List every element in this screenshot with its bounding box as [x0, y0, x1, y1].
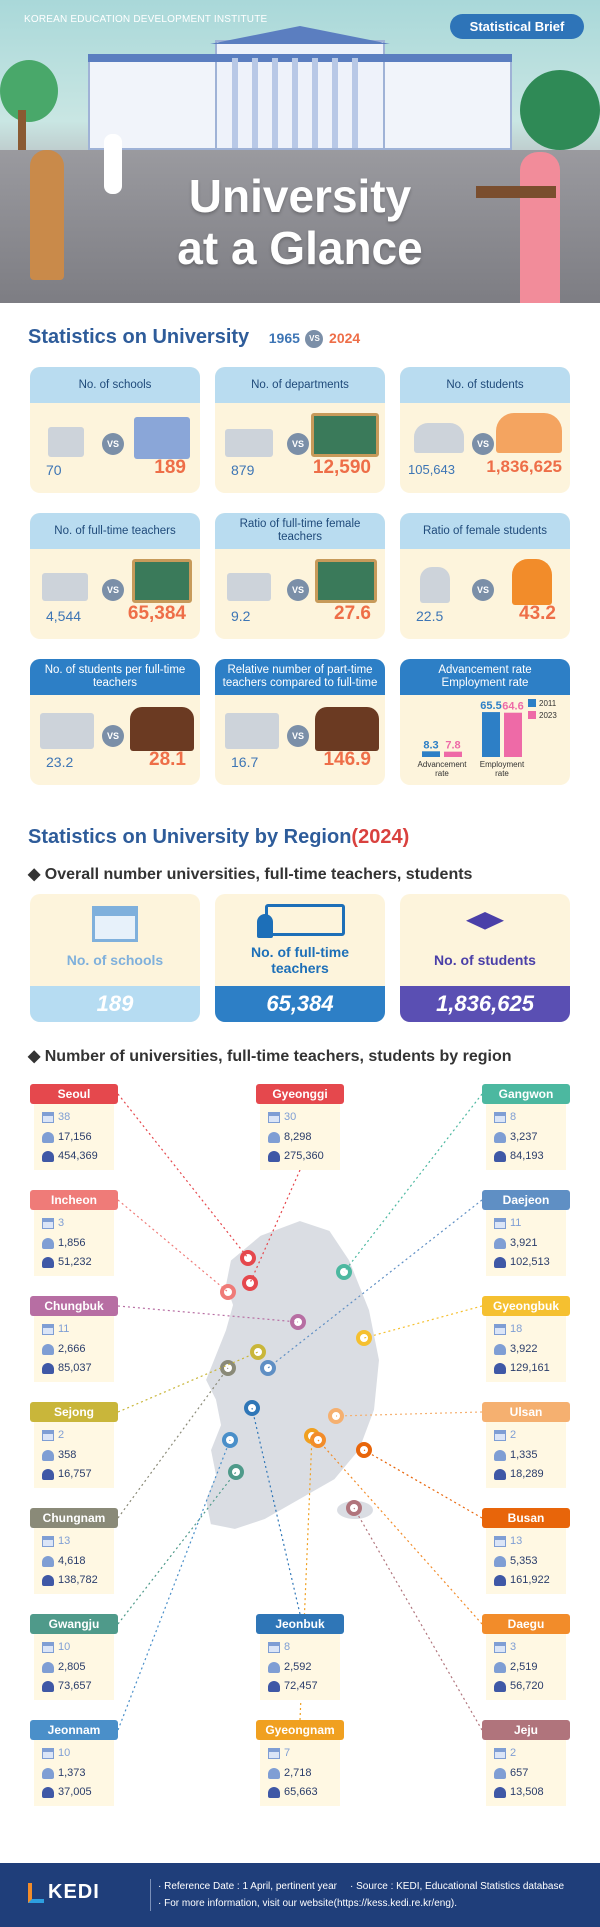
bar-value-label: 65.5 — [480, 700, 502, 713]
region-teachers: 657 — [510, 1767, 529, 1779]
school-icon-2024 — [134, 417, 190, 459]
region-teachers: 2,666 — [58, 1343, 86, 1355]
region-teachers: 1,856 — [58, 1237, 86, 1249]
school-icon — [42, 1112, 54, 1123]
vs-badge: VS — [102, 725, 124, 747]
region-stats — [34, 1316, 114, 1382]
title-line-1: University — [188, 170, 412, 222]
region-year: (2024) — [351, 826, 410, 848]
region-stats — [260, 1104, 340, 1170]
teacher-icon — [268, 1132, 280, 1143]
advancement-employment-chart — [400, 695, 570, 785]
region-students: 18,289 — [510, 1468, 544, 1480]
legend-label: 2023 — [539, 711, 557, 720]
student-icon — [42, 1469, 54, 1480]
region-teachers: 1,373 — [58, 1767, 86, 1779]
teacher-icon — [494, 1238, 506, 1249]
student-icon — [494, 1257, 506, 1268]
teacher-icon — [494, 1768, 506, 1779]
region-students: 85,037 — [58, 1362, 92, 1374]
card-label: Ratio of female students — [400, 513, 570, 549]
value-1965: 105,643 — [408, 462, 455, 477]
footer-ref: · Reference Date : 1 April, pertinent year — [158, 1881, 337, 1892]
region-stats — [260, 1634, 340, 1700]
region-schools: 11 — [510, 1217, 522, 1229]
vs-badge: VS — [472, 433, 494, 455]
school-icon — [268, 1642, 280, 1653]
map-dot-gyeongbuk — [358, 1332, 370, 1344]
region-name: Chungnam — [30, 1508, 118, 1528]
region-teachers: 3,922 — [510, 1343, 538, 1355]
category-label: rate — [495, 769, 509, 778]
region-card-chungnam — [30, 1508, 118, 1594]
region-name: Chungbuk — [30, 1296, 118, 1316]
value-2024: 65,384 — [127, 603, 186, 624]
region-students: 37,005 — [58, 1786, 92, 1798]
region-name: Jeju — [482, 1720, 570, 1740]
student-icon — [42, 1681, 54, 1692]
region-schools: 7 — [284, 1747, 291, 1759]
region-card-daegu — [482, 1614, 570, 1700]
region-stats — [486, 1210, 566, 1276]
region-students: 13,508 — [510, 1786, 544, 1798]
region-stats — [486, 1316, 566, 1382]
teacher-icon — [42, 1132, 54, 1143]
pillar — [312, 58, 318, 148]
pillar — [352, 58, 358, 148]
school-icon — [494, 1642, 506, 1653]
stat-card-fulltime-teachers — [30, 513, 200, 639]
school-icon — [494, 1536, 506, 1547]
tree-right — [520, 70, 600, 150]
teacher-icon-2024 — [132, 559, 192, 603]
region-card-jeju — [482, 1720, 570, 1806]
school-icon-1965 — [48, 427, 84, 457]
tree-trunk — [18, 110, 26, 150]
student-icon — [494, 1575, 506, 1586]
students-icon-2024 — [496, 413, 562, 453]
student-icon — [494, 1681, 506, 1692]
value-1965: 879 — [231, 462, 255, 478]
overall-value: 189 — [30, 986, 200, 1022]
pillar — [272, 58, 278, 148]
bar-2011-0 — [422, 751, 440, 757]
stat-card-students — [400, 367, 570, 493]
pillar — [332, 58, 338, 148]
student-icon — [494, 1151, 506, 1162]
region-card-gwangju — [30, 1614, 118, 1700]
vs-badge: VS — [287, 433, 309, 455]
footer-source: · Source : KEDI, Educational Statistics database — [350, 1881, 564, 1892]
region-schools: 8 — [284, 1641, 291, 1653]
footer — [0, 1863, 600, 1927]
students-icon-1965 — [414, 423, 464, 453]
bar-2023-0 — [444, 752, 462, 757]
teacher-icon — [494, 1556, 506, 1567]
value-1965: 4,544 — [46, 608, 82, 624]
region-students: 16,757 — [58, 1468, 92, 1480]
student-icon — [268, 1787, 280, 1798]
region-schools: 8 — [510, 1111, 517, 1123]
student-icon — [42, 1151, 54, 1162]
section-title-text: Statistics on University — [28, 326, 250, 348]
bar-value-label: 8.3 — [423, 739, 439, 752]
region-card-seoul — [30, 1084, 118, 1170]
title-line-2: at a Glance — [177, 222, 423, 274]
school-building-icon — [92, 906, 138, 942]
card-label — [400, 659, 570, 695]
region-teachers: 358 — [58, 1449, 77, 1461]
institute-name: KOREAN EDUCATION DEVELOPMENT INSTITUTE — [24, 14, 268, 25]
region-stats — [260, 1740, 340, 1806]
student-icon — [494, 1363, 506, 1374]
student-icon — [494, 1787, 506, 1798]
pillar — [232, 58, 238, 148]
overall-teachers-card — [215, 894, 385, 1022]
pillar — [252, 58, 258, 148]
school-icon — [494, 1748, 506, 1759]
leader-line-busan — [364, 1450, 482, 1518]
overall-students-card — [400, 894, 570, 1022]
school-icon — [494, 1112, 506, 1123]
region-name: Gwangju — [30, 1614, 118, 1634]
value-1965: 70 — [46, 462, 62, 478]
bar-value-label: 7.8 — [445, 739, 461, 752]
teacher-icon — [494, 1662, 506, 1673]
region-teachers: 4,618 — [58, 1555, 86, 1567]
leader-line-incheon — [118, 1200, 228, 1292]
value-2024: 12,590 — [312, 457, 371, 478]
region-schools: 38 — [58, 1111, 71, 1123]
card-label: No. of students per full-time teachers — [30, 659, 200, 695]
graduation-cap-icon — [466, 912, 504, 934]
region-card-ulsan — [482, 1402, 570, 1488]
year-from: 1965 — [268, 330, 300, 346]
category-label: rate — [435, 769, 449, 778]
stat-card-female-teachers — [215, 513, 385, 639]
student-icon — [42, 1575, 54, 1586]
region-card-chungbuk — [30, 1296, 118, 1382]
teacher-icon — [494, 1344, 506, 1355]
bar-2011-1 — [482, 712, 500, 757]
region-students: 129,161 — [510, 1362, 550, 1374]
region-stats — [34, 1528, 114, 1594]
logo-text: KEDI — [48, 1881, 100, 1903]
school-icon — [42, 1536, 54, 1547]
bullet-overall: ◆ Overall number universities, full-time teachers, students — [28, 866, 473, 883]
region-stats — [486, 1740, 566, 1806]
classroom-icon-2024 — [315, 707, 379, 751]
region-teachers: 3,237 — [510, 1131, 538, 1143]
region-schools: 13 — [58, 1535, 71, 1547]
female-student-icon-1965 — [420, 567, 450, 603]
kedi-logo — [28, 1879, 124, 1911]
school-icon — [42, 1218, 54, 1229]
value-2024: 1,836,625 — [486, 457, 562, 476]
vs-badge: VS — [287, 725, 309, 747]
school-icon — [268, 1748, 280, 1759]
region-teachers: 17,156 — [58, 1131, 92, 1143]
region-teachers: 3,921 — [510, 1237, 538, 1249]
school-icon — [42, 1642, 54, 1653]
teacher-icon — [268, 1662, 280, 1673]
region-stats — [34, 1740, 114, 1806]
blackboard-icon-1965 — [225, 429, 273, 457]
student-icon — [494, 1469, 506, 1480]
region-name: Daegu — [482, 1614, 570, 1634]
school-icon — [268, 1112, 280, 1123]
leader-line-gyeongbuk — [364, 1306, 482, 1338]
region-students: 73,657 — [58, 1680, 92, 1692]
teacher-icon — [42, 1238, 54, 1249]
legend-swatch-2023 — [528, 711, 536, 719]
region-card-daejeon — [482, 1190, 570, 1276]
region-name: Incheon — [30, 1190, 118, 1210]
region-schools: 2 — [510, 1429, 517, 1441]
region-schools: 13 — [510, 1535, 523, 1547]
school-icon — [494, 1218, 506, 1229]
section-title-statistics — [28, 326, 360, 349]
student-icon — [42, 1257, 54, 1268]
teacher-icon — [42, 1450, 54, 1461]
region-schools: 30 — [284, 1111, 297, 1123]
footer-more: · For more information, visit our website(https://kess.kedi.re.kr/eng). — [158, 1898, 457, 1909]
stat-card-parttime-teachers — [215, 659, 385, 785]
teacher-board-icon — [265, 904, 345, 936]
teacher-icon — [268, 1768, 280, 1779]
region-schools: 18 — [510, 1323, 523, 1335]
stat-card-departments — [215, 367, 385, 493]
region-teachers: 2,805 — [58, 1661, 86, 1673]
leader-line-jeju — [354, 1508, 482, 1730]
region-stats — [486, 1528, 566, 1594]
region-schools: 2 — [58, 1429, 65, 1441]
card-label: Ratio of full-time female teachers — [215, 513, 385, 549]
vs-badge: VS — [472, 579, 494, 601]
region-schools: 10 — [58, 1747, 71, 1759]
teacher-icon-1965 — [42, 573, 88, 601]
region-students: 56,720 — [510, 1680, 544, 1692]
value-2024: 28.1 — [149, 749, 186, 770]
bar-2023-1 — [504, 713, 522, 757]
card-label: No. of departments — [215, 367, 385, 403]
map-dot-daejeon — [262, 1362, 274, 1374]
leader-line-gangwon — [344, 1094, 482, 1272]
region-name: Gangwon — [482, 1084, 570, 1104]
region-card-jeonnam — [30, 1720, 118, 1806]
region-teachers: 5,353 — [510, 1555, 538, 1567]
statistical-brief-badge: Statistical Brief — [450, 14, 584, 39]
region-teachers: 8,298 — [284, 1131, 312, 1143]
value-2024: 27.6 — [334, 603, 371, 624]
stat-card-schools — [30, 367, 200, 493]
bar-value-label: 64.6 — [502, 700, 524, 713]
overall-label: No. of schools — [66, 952, 164, 968]
stat-card-female-students — [400, 513, 570, 639]
blackboard-icon-2024 — [311, 413, 379, 457]
region-stats — [34, 1634, 114, 1700]
building-pediment — [210, 26, 390, 44]
region-stats — [486, 1634, 566, 1700]
card-label: No. of full-time teachers — [30, 513, 200, 549]
region-schools: 3 — [58, 1217, 65, 1229]
region-name: Seoul — [30, 1084, 118, 1104]
card-label: No. of students — [400, 367, 570, 403]
teacher-icon — [42, 1662, 54, 1673]
female-student-icon-2024 — [512, 559, 552, 605]
vs-badge: VS — [102, 579, 124, 601]
region-name: Gyeonggi — [256, 1084, 344, 1104]
region-card-gyeonggi — [256, 1084, 344, 1170]
region-teachers: 2,592 — [284, 1661, 312, 1673]
region-stats — [486, 1422, 566, 1488]
teacher-figure-icon — [257, 914, 273, 938]
overall-schools-card — [30, 894, 200, 1022]
region-students: 138,782 — [58, 1574, 98, 1586]
school-icon — [494, 1324, 506, 1335]
vs-badge: VS — [305, 330, 323, 348]
region-students: 275,360 — [284, 1150, 324, 1162]
region-card-gyeongbuk — [482, 1296, 570, 1382]
year-to: 2024 — [329, 330, 361, 346]
classroom-icon-1965 — [40, 713, 94, 749]
region-students: 161,922 — [510, 1574, 550, 1586]
female-teacher-icon-2024 — [315, 559, 377, 603]
card-label: Relative number of part-time teachers compared to full-time — [215, 659, 385, 695]
building-roof — [88, 54, 512, 62]
legend-label: 2011 — [539, 699, 557, 708]
value-1965: 23.2 — [46, 754, 74, 770]
region-name: Sejong — [30, 1402, 118, 1422]
section-title-region — [28, 826, 409, 849]
region-name: Daejeon — [482, 1190, 570, 1210]
legend-swatch-2011 — [528, 699, 536, 707]
teacher-icon — [42, 1344, 54, 1355]
student-icon — [268, 1681, 280, 1692]
value-2024: 43.2 — [519, 603, 556, 624]
region-students: 72,457 — [284, 1680, 318, 1692]
category-label: Advancement — [417, 760, 467, 769]
school-icon — [42, 1324, 54, 1335]
region-stats — [34, 1422, 114, 1488]
map-dot-incheon — [222, 1286, 234, 1298]
region-students: 84,193 — [510, 1150, 544, 1162]
region-teachers: 2,718 — [284, 1767, 312, 1779]
region-name: Jeonbuk — [256, 1614, 344, 1634]
region-name: Jeonnam — [30, 1720, 118, 1740]
tree-left — [0, 60, 58, 122]
region-title-text: Statistics on University by Region — [28, 826, 352, 848]
footer-divider — [150, 1879, 151, 1911]
region-card-gangwon — [482, 1084, 570, 1170]
region-name: Ulsan — [482, 1402, 570, 1422]
value-1965: 9.2 — [231, 608, 251, 624]
region-card-busan — [482, 1508, 570, 1594]
stat-card-advancement-employment — [400, 659, 570, 785]
region-students: 102,513 — [510, 1256, 550, 1268]
region-students: 65,663 — [284, 1786, 318, 1798]
value-2024: 189 — [154, 457, 186, 478]
teacher-icon — [42, 1768, 54, 1779]
region-students: 51,232 — [58, 1256, 92, 1268]
region-students: 454,369 — [58, 1150, 98, 1162]
bullet-by-region: ◆ Number of universities, full-time teachers, students by region — [28, 1048, 512, 1065]
classroom-icon-2024 — [130, 707, 194, 751]
overall-label: No. of students — [434, 952, 536, 968]
hero-banner — [0, 0, 600, 303]
category-label: Employment — [479, 760, 525, 769]
region-card-incheon — [30, 1190, 118, 1276]
student-icon — [42, 1787, 54, 1798]
overall-value: 65,384 — [215, 986, 385, 1022]
stat-card-students-per-teacher — [30, 659, 200, 785]
region-teachers: 2,519 — [510, 1661, 538, 1673]
region-name: Gyeongnam — [256, 1720, 344, 1740]
region-card-gyeongnam — [256, 1720, 344, 1806]
value-2024: 146.9 — [323, 749, 371, 770]
region-stats — [34, 1104, 114, 1170]
vs-badge: VS — [102, 433, 124, 455]
value-1965: 16.7 — [231, 754, 259, 770]
region-schools: 10 — [58, 1641, 71, 1653]
map-dot-gwangju — [230, 1466, 242, 1478]
map-dot-seoul — [242, 1252, 254, 1264]
school-icon — [494, 1430, 506, 1441]
female-teacher-icon-1965 — [227, 573, 271, 601]
region-card-jeonbuk — [256, 1614, 344, 1700]
card-label: No. of schools — [30, 367, 200, 403]
region-schools: 11 — [58, 1323, 70, 1335]
teacher-icon — [42, 1556, 54, 1567]
classroom-icon-1965 — [225, 713, 279, 749]
school-icon — [42, 1748, 54, 1759]
region-stats — [34, 1210, 114, 1276]
label-employment: Employment rate — [441, 677, 529, 689]
map-dot-gyeonggi — [244, 1277, 256, 1289]
teacher-icon — [494, 1132, 506, 1143]
student-icon — [268, 1151, 280, 1162]
school-icon — [42, 1430, 54, 1441]
value-1965: 22.5 — [416, 608, 444, 624]
overall-label: No. of full-time teachers — [251, 944, 349, 976]
vs-badge: VS — [287, 579, 309, 601]
leader-line-seoul — [118, 1094, 248, 1258]
page-title — [0, 170, 600, 274]
region-schools: 2 — [510, 1747, 517, 1759]
teacher-icon — [494, 1450, 506, 1461]
student-icon — [42, 1363, 54, 1374]
region-name: Gyeongbuk — [482, 1296, 570, 1316]
region-teachers: 1,335 — [510, 1449, 538, 1461]
label-advancement: Advancement rate — [438, 664, 532, 676]
overall-value: 1,836,625 — [400, 986, 570, 1022]
logo-mark — [28, 1883, 44, 1903]
region-stats — [486, 1104, 566, 1170]
region-schools: 3 — [510, 1641, 517, 1653]
map-dot-sejong — [252, 1346, 264, 1358]
region-card-sejong — [30, 1402, 118, 1488]
region-name: Busan — [482, 1508, 570, 1528]
pillar — [292, 58, 298, 148]
